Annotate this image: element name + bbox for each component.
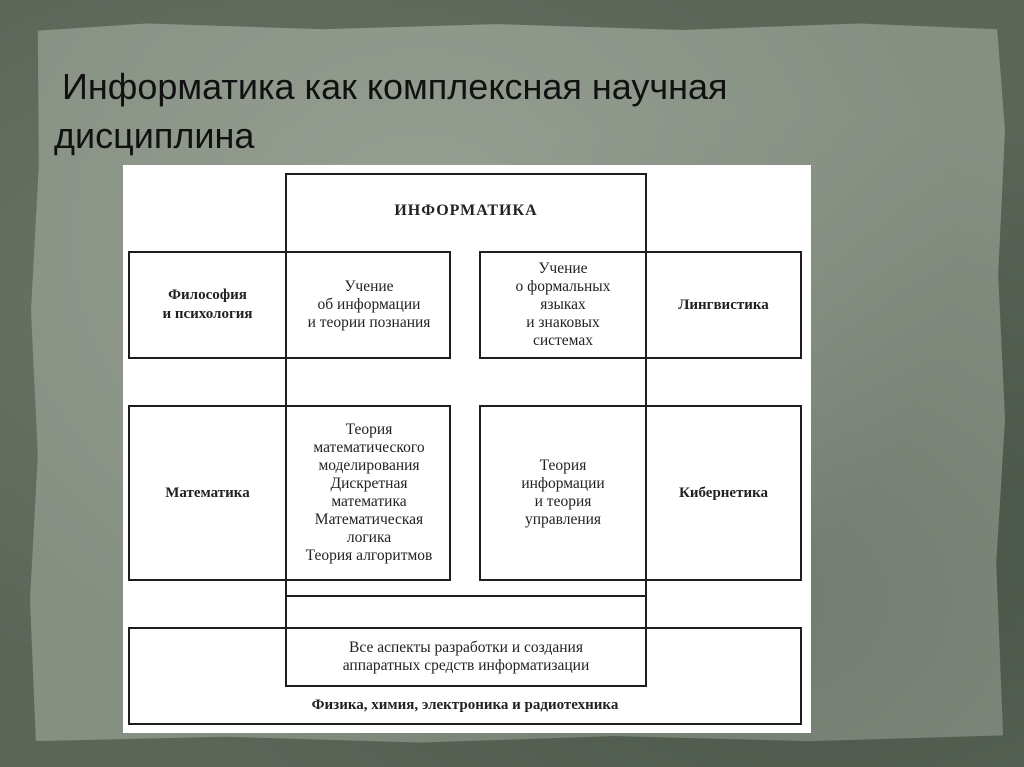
cybernetics-label: Кибернетика <box>678 484 769 501</box>
knowledge-theory-text: Учение об информации и теории познания <box>307 278 431 331</box>
math-theories-text: Теория математического моделирования Дискретная математика Математическая логика Теория алгоритмов <box>305 421 433 564</box>
gap-fill-2 <box>287 581 645 595</box>
slide-title: Информатика как комплексная научная дисциплина <box>54 66 728 156</box>
formal-languages-text: Учение о формальных языках и знаковых системах <box>515 260 611 349</box>
gap-fill-1 <box>287 359 645 405</box>
hardware-aspects-text: Все аспекты разработки и создания аппаратных средств информатизации <box>342 639 590 674</box>
linguistics-label: Лингвистика <box>678 296 769 313</box>
control-theory-text: Теория информации и теория управления <box>521 457 605 528</box>
mathematics-label: Математика <box>165 484 250 501</box>
informatics-header: ИНФОРМАТИКА <box>394 201 538 219</box>
informatics-diagram <box>123 165 811 733</box>
physics-label: Физика, химия, электроника и радиотехника <box>311 696 619 713</box>
philosophy-label: Философия и психология <box>162 287 253 322</box>
